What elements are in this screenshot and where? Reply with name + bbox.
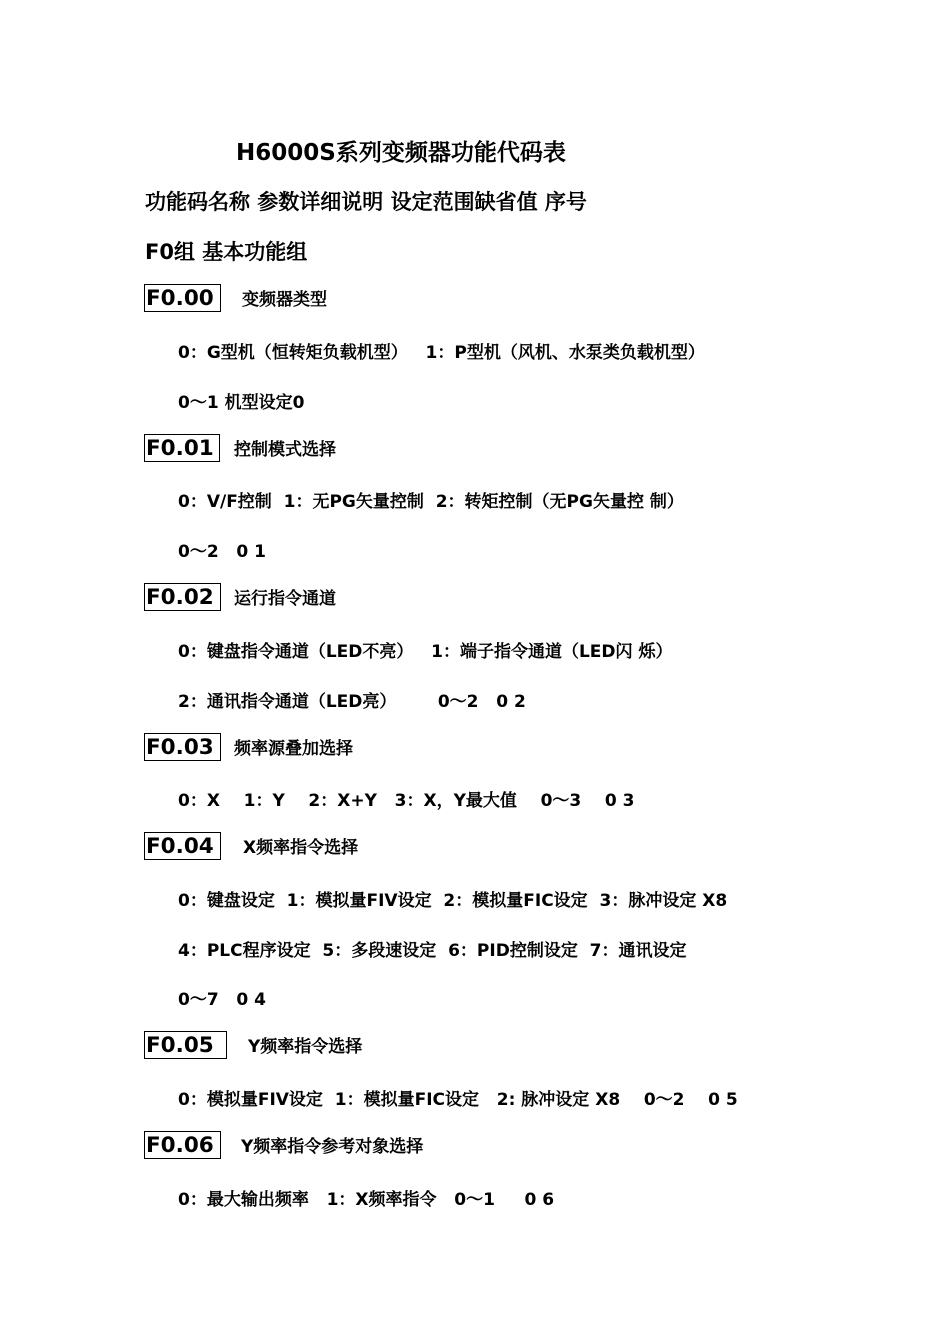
param-name: 控制模式选择	[234, 440, 336, 460]
param-detail: 0～1 机型设定0	[178, 393, 305, 413]
param-code: F0.06	[144, 1131, 221, 1159]
param-code: F0.04	[144, 832, 221, 860]
param-detail: 0：键盘指令通道（LED不亮） 1：端子指令通道（LED闪 烁）	[178, 642, 673, 662]
param-name: Y频率指令选择	[248, 1037, 363, 1057]
param-detail: 0：V/F控制 1：无PG矢量控制 2：转矩控制（无PG矢量控 制）	[178, 492, 684, 512]
param-detail: 0：G型机（恒转矩负载机型） 1：P型机（风机、水泵类负载机型）	[178, 343, 705, 363]
param-detail: 0：X 1：Y 2：X+Y 3：X，Y最大值 0～3 0 3	[178, 791, 635, 811]
param-detail: 0：模拟量FIV设定 1：模拟量FIC设定 2: 脉冲设定 X8 0～2 0 5	[178, 1090, 738, 1110]
document-title: H6000S系列变频器功能代码表	[236, 140, 566, 166]
table-header: 功能码名称 参数详细说明 设定范围缺省值 序号	[145, 190, 587, 214]
param-name: 变频器类型	[242, 290, 327, 310]
param-code: F0.02	[144, 583, 221, 611]
param-code: F0.00	[144, 284, 221, 312]
param-detail: 0：键盘设定 1：模拟量FIV设定 2：模拟量FIC设定 3：脉冲设定 X8	[178, 891, 728, 911]
group-heading: F0组 基本功能组	[145, 240, 308, 264]
param-code: F0.01	[144, 434, 220, 462]
param-name: X频率指令选择	[243, 838, 359, 858]
param-name: Y频率指令参考对象选择	[241, 1137, 424, 1157]
param-code: F0.05	[144, 1031, 227, 1059]
param-name: 运行指令通道	[234, 589, 336, 609]
param-name: 频率源叠加选择	[234, 739, 353, 759]
param-detail: 0～2 0 1	[178, 542, 266, 562]
param-detail: 0：最大输出频率 1：X频率指令 0～1 0 6	[178, 1190, 555, 1210]
param-detail: 4：PLC程序设定 5：多段速设定 6：PID控制设定 7：通讯设定	[178, 941, 687, 961]
param-code: F0.03	[144, 733, 221, 761]
param-detail: 0～7 0 4	[178, 990, 266, 1010]
param-detail: 2：通讯指令通道（LED亮） 0～2 0 2	[178, 692, 526, 712]
